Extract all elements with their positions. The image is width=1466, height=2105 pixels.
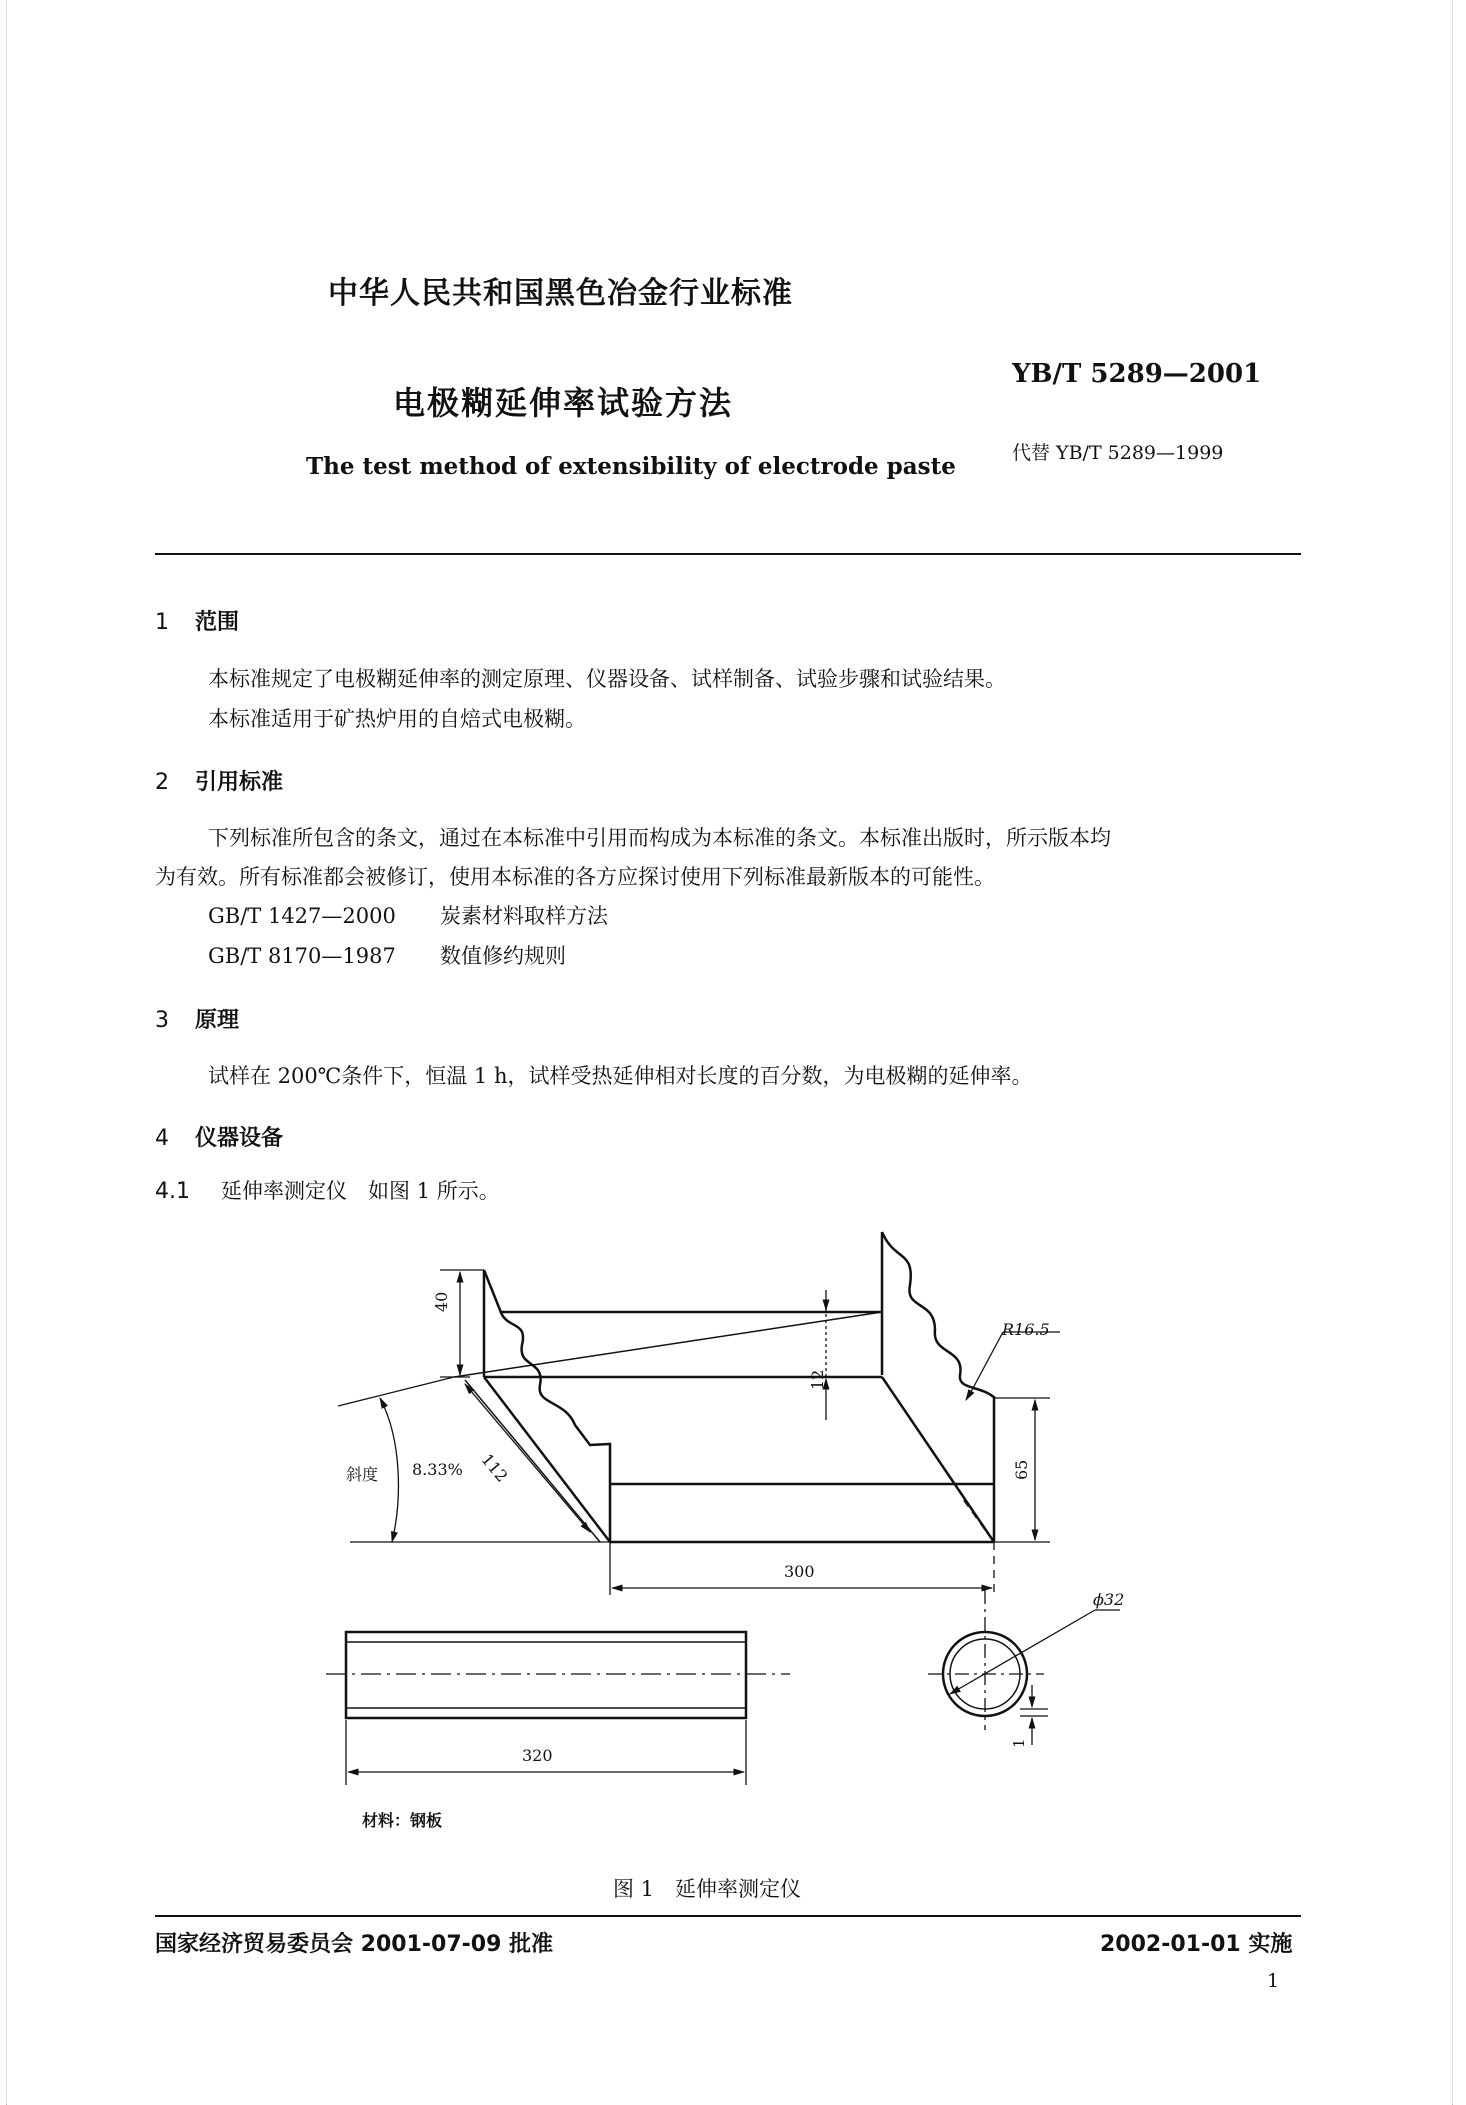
slope-value: 8.33%: [412, 1460, 463, 1479]
dim-label-phi32: ϕ32: [1093, 1590, 1125, 1609]
dimension-lines: [440, 1270, 1060, 1595]
section-3-title: 原理: [195, 1008, 240, 1033]
section-4-number: 4: [155, 1126, 169, 1151]
reference-code: GB/T 1427—2000: [208, 904, 396, 928]
section-1-number: 1: [155, 610, 169, 635]
top-frame: [454, 1312, 994, 1542]
section-1-title: 范围: [195, 610, 240, 635]
reference-code: GB/T 8170—1987: [208, 944, 396, 968]
section-2-para-1a: 下列标准所包含的条文，通过在本标准中引用而构成为本标准的条文。本标准出版时，所示版本均: [208, 826, 1111, 850]
section-1-para-1: 本标准规定了电极糊延伸率的测定原理、仪器设备、试样制备、试验步骤和试验结果。: [208, 667, 1006, 691]
doc-title: 电极糊延伸率试验方法: [393, 384, 734, 422]
doc-title-en: The test method of extensibility of electrode paste: [306, 453, 956, 480]
reference-title: 数值修约规则: [440, 944, 566, 968]
section-3-para-1: 试样在 200℃条件下，恒温 1 h，试样受热延伸相对长度的百分数，为电极糊的延伸率。: [208, 1064, 1033, 1088]
footer-divider: [155, 1915, 1301, 1917]
std-code: YB/T 5289—2001: [1012, 359, 1262, 389]
trough-base: [465, 1380, 994, 1542]
slope-indicator: [338, 1377, 610, 1542]
dim-label-65: 65: [1012, 1459, 1031, 1480]
figure-material-note: 材料：钢板: [362, 1811, 443, 1830]
reference-title: 炭素材料取样方法: [440, 904, 608, 928]
figure-1-caption: 图 1 延伸率测定仪: [613, 1877, 802, 1901]
subsection-4-1-text: 延伸率测定仪 如图 1 所示。: [221, 1179, 500, 1203]
section-4-title: 仪器设备: [195, 1126, 284, 1151]
dim-label-1: 1: [1010, 1738, 1028, 1748]
section-2-number: 2: [155, 770, 169, 795]
subsection-4-1-number: 4.1: [155, 1179, 190, 1204]
sample-tube-side-view: [326, 1632, 790, 1785]
approval-note: 国家经济贸易委员会 2001-07-09 批准: [155, 1932, 554, 1957]
dim-label-320: 320: [522, 1746, 553, 1765]
dim-label-12: 12: [808, 1369, 827, 1390]
section-2-para-1b: 为有效。所有标准都会被修订，使用本标准的各方应探讨使用下列标准最新版本的可能性。: [155, 865, 995, 889]
section-1-para-2: 本标准适用于矿热炉用的自焙式电极糊。: [208, 707, 586, 731]
sample-tube-end-view: [928, 1590, 1120, 1745]
dim-label-112: 112: [477, 1450, 512, 1486]
section-2-title: 引用标准: [195, 770, 284, 795]
page-number: 1: [1267, 1970, 1280, 1992]
section-3-number: 3: [155, 1008, 169, 1033]
dim-label-r16-5: R16.5: [1002, 1320, 1050, 1339]
dim-label-40: 40: [432, 1291, 451, 1312]
effective-date: 2002-01-01 实施: [1100, 1932, 1293, 1957]
replaces-note: 代替 YB/T 5289—1999: [1012, 442, 1224, 464]
dim-label-300: 300: [784, 1562, 815, 1581]
org-title: 中华人民共和国黑色冶金行业标准: [328, 276, 793, 311]
slope-label: 斜度: [346, 1465, 379, 1484]
right-end-plate: [882, 1232, 995, 1398]
